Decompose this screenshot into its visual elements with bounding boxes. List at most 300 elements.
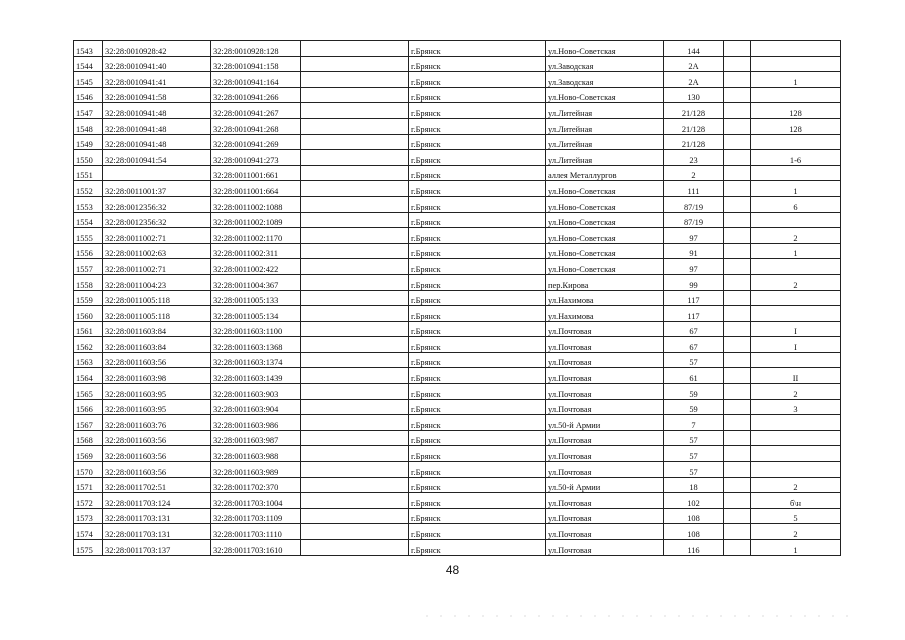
house-number-cell: 102 — [664, 493, 724, 509]
table-row — [74, 524, 841, 540]
object-cadastral-number-cell: 32:28:0011001:661 — [211, 165, 301, 181]
table-row — [74, 493, 841, 509]
table-row — [74, 196, 841, 212]
apartment-number-cell: 1 — [751, 243, 841, 259]
table-row — [74, 321, 841, 337]
street-cell: ул.Почтовая — [546, 352, 664, 368]
street-cell: ул.Почтовая — [546, 524, 664, 540]
object-cadastral-number-cell: 32:28:0011603:903 — [211, 384, 301, 400]
apartment-number-cell — [751, 212, 841, 228]
house-number-cell: 108 — [664, 508, 724, 524]
blank-cell-cell — [301, 181, 409, 197]
blank-cell-cell — [301, 352, 409, 368]
city-cell: г.Брянск — [409, 524, 546, 540]
land-cadastral-number-cell: 32:28:0011005:118 — [103, 306, 211, 322]
land-cadastral-number-cell: 32:28:0011603:95 — [103, 399, 211, 415]
row-number-cell: 1569 — [74, 446, 103, 462]
table-row — [74, 430, 841, 446]
blank-cell-cell — [301, 524, 409, 540]
blank-cell-cell — [724, 56, 751, 72]
blank-cell-cell — [724, 103, 751, 119]
blank-cell-cell — [724, 321, 751, 337]
blank-cell-cell — [301, 274, 409, 290]
blank-cell-cell — [724, 243, 751, 259]
blank-cell-cell — [301, 150, 409, 166]
row-number-cell: 1555 — [74, 228, 103, 244]
apartment-number-cell — [751, 415, 841, 431]
apartment-number-cell: 5 — [751, 508, 841, 524]
apartment-number-cell: 128 — [751, 103, 841, 119]
blank-cell-cell — [724, 196, 751, 212]
blank-cell-cell — [301, 462, 409, 478]
table-row — [74, 134, 841, 150]
blank-cell-cell — [724, 228, 751, 244]
city-cell: г.Брянск — [409, 508, 546, 524]
blank-cell-cell — [724, 399, 751, 415]
blank-cell-cell — [301, 118, 409, 134]
blank-cell-cell — [301, 196, 409, 212]
street-cell: ул.Ново-Советская — [546, 259, 664, 275]
blank-cell-cell — [301, 290, 409, 306]
object-cadastral-number-cell: 32:28:0010941:273 — [211, 150, 301, 166]
blank-cell-cell — [301, 41, 409, 57]
object-cadastral-number-cell: 32:28:0011703:1004 — [211, 493, 301, 509]
row-number-cell: 1543 — [74, 41, 103, 57]
city-cell: г.Брянск — [409, 352, 546, 368]
row-number-cell: 1563 — [74, 352, 103, 368]
street-cell: ул.Почтовая — [546, 493, 664, 509]
house-number-cell: 67 — [664, 337, 724, 353]
blank-cell-cell — [724, 181, 751, 197]
blank-cell-cell — [724, 384, 751, 400]
apartment-number-cell: II — [751, 368, 841, 384]
apartment-number-cell: 1 — [751, 72, 841, 88]
table-row — [74, 41, 841, 57]
blank-cell-cell — [301, 87, 409, 103]
land-cadastral-number-cell: 32:28:0011002:71 — [103, 228, 211, 244]
apartment-number-cell — [751, 306, 841, 322]
house-number-cell: 2 — [664, 165, 724, 181]
city-cell: г.Брянск — [409, 540, 546, 556]
house-number-cell: 144 — [664, 41, 724, 57]
land-cadastral-number-cell: 32:28:0011004:23 — [103, 274, 211, 290]
land-cadastral-number-cell: 32:28:0010941:48 — [103, 134, 211, 150]
blank-cell-cell — [301, 337, 409, 353]
blank-cell-cell — [724, 306, 751, 322]
blank-cell-cell — [301, 72, 409, 88]
apartment-number-cell: 1 — [751, 181, 841, 197]
city-cell: г.Брянск — [409, 306, 546, 322]
apartment-number-cell: 2 — [751, 228, 841, 244]
street-cell: ул.Литейная — [546, 118, 664, 134]
city-cell: г.Брянск — [409, 446, 546, 462]
blank-cell-cell — [301, 134, 409, 150]
city-cell: г.Брянск — [409, 399, 546, 415]
house-number-cell: 87/19 — [664, 212, 724, 228]
blank-cell-cell — [724, 274, 751, 290]
house-number-cell: 99 — [664, 274, 724, 290]
blank-cell-cell — [301, 321, 409, 337]
land-cadastral-number-cell: 32:28:0011703:124 — [103, 493, 211, 509]
table-row — [74, 118, 841, 134]
object-cadastral-number-cell: 32:28:0011002:1170 — [211, 228, 301, 244]
city-cell: г.Брянск — [409, 290, 546, 306]
house-number-cell: 59 — [664, 399, 724, 415]
blank-cell-cell — [724, 493, 751, 509]
object-cadastral-number-cell: 32:28:0011005:134 — [211, 306, 301, 322]
city-cell: г.Брянск — [409, 228, 546, 244]
house-number-cell: 117 — [664, 306, 724, 322]
city-cell: г.Брянск — [409, 103, 546, 119]
street-cell: ул.Ново-Советская — [546, 87, 664, 103]
table-row — [74, 181, 841, 197]
house-number-cell: 97 — [664, 259, 724, 275]
street-cell: ул.Почтовая — [546, 446, 664, 462]
row-number-cell: 1556 — [74, 243, 103, 259]
city-cell: г.Брянск — [409, 368, 546, 384]
house-number-cell: 111 — [664, 181, 724, 197]
house-number-cell: 57 — [664, 352, 724, 368]
land-cadastral-number-cell: 32:28:0010941:48 — [103, 118, 211, 134]
blank-cell-cell — [301, 430, 409, 446]
table-row — [74, 337, 841, 353]
row-number-cell: 1570 — [74, 462, 103, 478]
object-cadastral-number-cell: 32:28:0011603:988 — [211, 446, 301, 462]
land-cadastral-number-cell: 32:28:0012356:32 — [103, 212, 211, 228]
row-number-cell: 1553 — [74, 196, 103, 212]
land-cadastral-number-cell: 32:28:0011001:37 — [103, 181, 211, 197]
city-cell: г.Брянск — [409, 181, 546, 197]
house-number-cell: 117 — [664, 290, 724, 306]
blank-cell-cell — [724, 524, 751, 540]
land-cadastral-number-cell: 32:28:0010941:58 — [103, 87, 211, 103]
blank-cell-cell — [724, 72, 751, 88]
land-cadastral-number-cell: 32:28:0010941:54 — [103, 150, 211, 166]
house-number-cell: 21/128 — [664, 134, 724, 150]
object-cadastral-number-cell: 32:28:0011002:1089 — [211, 212, 301, 228]
blank-cell-cell — [724, 540, 751, 556]
apartment-number-cell: 6 — [751, 196, 841, 212]
house-number-cell: 57 — [664, 462, 724, 478]
city-cell: г.Брянск — [409, 196, 546, 212]
blank-cell-cell — [724, 368, 751, 384]
apartment-number-cell: 2 — [751, 274, 841, 290]
street-cell: ул.Ново-Советская — [546, 212, 664, 228]
object-cadastral-number-cell: 32:28:0011002:311 — [211, 243, 301, 259]
city-cell: г.Брянск — [409, 337, 546, 353]
blank-cell-cell — [724, 477, 751, 493]
street-cell: ул.Ново-Советская — [546, 181, 664, 197]
house-number-cell: 21/128 — [664, 118, 724, 134]
land-cadastral-number-cell: 32:28:0011603:56 — [103, 462, 211, 478]
object-cadastral-number-cell: 32:28:0011603:989 — [211, 462, 301, 478]
land-cadastral-number-cell: 32:28:0010941:41 — [103, 72, 211, 88]
blank-cell-cell — [724, 118, 751, 134]
house-number-cell: 23 — [664, 150, 724, 166]
apartment-number-cell — [751, 352, 841, 368]
blank-cell-cell — [301, 212, 409, 228]
table-row — [74, 462, 841, 478]
object-cadastral-number-cell: 32:28:0011603:1439 — [211, 368, 301, 384]
row-number-cell: 1574 — [74, 524, 103, 540]
apartment-number-cell — [751, 462, 841, 478]
blank-cell-cell — [724, 165, 751, 181]
house-number-cell: 87/19 — [664, 196, 724, 212]
house-number-cell: 7 — [664, 415, 724, 431]
blank-cell-cell — [301, 508, 409, 524]
apartment-number-cell — [751, 41, 841, 57]
object-cadastral-number-cell: 32:28:0011603:986 — [211, 415, 301, 431]
table-row — [74, 228, 841, 244]
city-cell: г.Брянск — [409, 274, 546, 290]
object-cadastral-number-cell: 32:28:0011002:422 — [211, 259, 301, 275]
blank-cell-cell — [724, 446, 751, 462]
blank-cell-cell — [301, 540, 409, 556]
table-row — [74, 87, 841, 103]
street-cell: ул.Литейная — [546, 103, 664, 119]
blank-cell-cell — [301, 477, 409, 493]
land-cadastral-number-cell: 32:28:0011702:51 — [103, 477, 211, 493]
street-cell: пер.Кирова — [546, 274, 664, 290]
house-number-cell: 108 — [664, 524, 724, 540]
house-number-cell: 130 — [664, 87, 724, 103]
land-cadastral-number-cell: 32:28:0010941:48 — [103, 103, 211, 119]
city-cell: г.Брянск — [409, 493, 546, 509]
city-cell: г.Брянск — [409, 462, 546, 478]
blank-cell-cell — [301, 56, 409, 72]
row-number-cell: 1572 — [74, 493, 103, 509]
table-row — [74, 368, 841, 384]
blank-cell-cell — [724, 462, 751, 478]
house-number-cell: 59 — [664, 384, 724, 400]
street-cell: ул.Литейная — [546, 150, 664, 166]
row-number-cell: 1564 — [74, 368, 103, 384]
row-number-cell: 1566 — [74, 399, 103, 415]
house-number-cell: 116 — [664, 540, 724, 556]
house-number-cell: 57 — [664, 446, 724, 462]
row-number-cell: 1567 — [74, 415, 103, 431]
document-sheet — [73, 40, 840, 556]
house-number-cell: 61 — [664, 368, 724, 384]
blank-cell-cell — [301, 228, 409, 244]
blank-cell-cell — [724, 259, 751, 275]
land-cadastral-number-cell: 32:28:0011703:131 — [103, 524, 211, 540]
table-row — [74, 446, 841, 462]
land-cadastral-number-cell: 32:28:0012356:32 — [103, 196, 211, 212]
house-number-cell: 67 — [664, 321, 724, 337]
registry-table — [73, 40, 841, 556]
city-cell: г.Брянск — [409, 72, 546, 88]
object-cadastral-number-cell: 32:28:0010941:164 — [211, 72, 301, 88]
table-row — [74, 399, 841, 415]
apartment-number-cell — [751, 446, 841, 462]
street-cell: ул.Литейная — [546, 134, 664, 150]
table-row — [74, 72, 841, 88]
city-cell: г.Брянск — [409, 150, 546, 166]
street-cell: ул.Заводская — [546, 56, 664, 72]
blank-cell-cell — [724, 212, 751, 228]
street-cell: ул.Почтовая — [546, 384, 664, 400]
street-cell: ул.Ново-Советская — [546, 228, 664, 244]
table-row — [74, 259, 841, 275]
row-number-cell: 1551 — [74, 165, 103, 181]
object-cadastral-number-cell: 32:28:0011603:1374 — [211, 352, 301, 368]
street-cell: ул.Почтовая — [546, 462, 664, 478]
row-number-cell: 1549 — [74, 134, 103, 150]
street-cell: ул.Ново-Советская — [546, 196, 664, 212]
city-cell: г.Брянск — [409, 430, 546, 446]
blank-cell-cell — [724, 430, 751, 446]
apartment-number-cell: I — [751, 337, 841, 353]
table-row — [74, 306, 841, 322]
object-cadastral-number-cell: 32:28:0011002:1088 — [211, 196, 301, 212]
table-row — [74, 508, 841, 524]
table-row — [74, 477, 841, 493]
apartment-number-cell: 1 — [751, 540, 841, 556]
city-cell: г.Брянск — [409, 41, 546, 57]
object-cadastral-number-cell: 32:28:0011603:1100 — [211, 321, 301, 337]
object-cadastral-number-cell: 32:28:0011005:133 — [211, 290, 301, 306]
land-cadastral-number-cell: 32:28:0011005:118 — [103, 290, 211, 306]
house-number-cell: 2А — [664, 56, 724, 72]
row-number-cell: 1554 — [74, 212, 103, 228]
blank-cell-cell — [301, 243, 409, 259]
street-cell: ул.Почтовая — [546, 337, 664, 353]
street-cell: ул.Почтовая — [546, 399, 664, 415]
blank-cell-cell — [301, 415, 409, 431]
land-cadastral-number-cell: 32:28:0010928:42 — [103, 41, 211, 57]
land-cadastral-number-cell: 32:28:0011603:56 — [103, 446, 211, 462]
row-number-cell: 1575 — [74, 540, 103, 556]
street-cell: ул.Почтовая — [546, 508, 664, 524]
table-row — [74, 165, 841, 181]
land-cadastral-number-cell: 32:28:0010941:40 — [103, 56, 211, 72]
row-number-cell: 1550 — [74, 150, 103, 166]
city-cell: г.Брянск — [409, 259, 546, 275]
apartment-number-cell: 1-6 — [751, 150, 841, 166]
blank-cell-cell — [724, 87, 751, 103]
land-cadastral-number-cell: 32:28:0011603:98 — [103, 368, 211, 384]
row-number-cell: 1552 — [74, 181, 103, 197]
object-cadastral-number-cell: 32:28:0011001:664 — [211, 181, 301, 197]
apartment-number-cell: 2 — [751, 477, 841, 493]
land-cadastral-number-cell: 32:28:0011603:84 — [103, 321, 211, 337]
object-cadastral-number-cell: 32:28:0011703:1610 — [211, 540, 301, 556]
object-cadastral-number-cell: 32:28:0011702:370 — [211, 477, 301, 493]
blank-cell-cell — [301, 103, 409, 119]
object-cadastral-number-cell: 32:28:0010941:267 — [211, 103, 301, 119]
blank-cell-cell — [301, 399, 409, 415]
city-cell: г.Брянск — [409, 134, 546, 150]
object-cadastral-number-cell: 32:28:0011703:1109 — [211, 508, 301, 524]
blank-cell-cell — [724, 415, 751, 431]
apartment-number-cell: б\н — [751, 493, 841, 509]
object-cadastral-number-cell: 32:28:0011004:367 — [211, 274, 301, 290]
table-row — [74, 352, 841, 368]
row-number-cell: 1565 — [74, 384, 103, 400]
row-number-cell: 1545 — [74, 72, 103, 88]
land-cadastral-number-cell: 32:28:0011703:137 — [103, 540, 211, 556]
row-number-cell: 1544 — [74, 56, 103, 72]
apartment-number-cell: 2 — [751, 524, 841, 540]
object-cadastral-number-cell: 32:28:0011603:904 — [211, 399, 301, 415]
table-row — [74, 243, 841, 259]
city-cell: г.Брянск — [409, 384, 546, 400]
object-cadastral-number-cell: 32:28:0011603:987 — [211, 430, 301, 446]
blank-cell-cell — [301, 259, 409, 275]
row-number-cell: 1558 — [74, 274, 103, 290]
city-cell: г.Брянск — [409, 165, 546, 181]
city-cell: г.Брянск — [409, 243, 546, 259]
row-number-cell: 1573 — [74, 508, 103, 524]
object-cadastral-number-cell: 32:28:0010941:266 — [211, 87, 301, 103]
house-number-cell: 2А — [664, 72, 724, 88]
city-cell: г.Брянск — [409, 87, 546, 103]
row-number-cell: 1559 — [74, 290, 103, 306]
table-row — [74, 150, 841, 166]
apartment-number-cell — [751, 259, 841, 275]
apartment-number-cell: 3 — [751, 399, 841, 415]
street-cell: ул.Почтовая — [546, 321, 664, 337]
row-number-cell: 1557 — [74, 259, 103, 275]
row-number-cell: 1548 — [74, 118, 103, 134]
blank-cell-cell — [301, 446, 409, 462]
table-row — [74, 540, 841, 556]
apartment-number-cell: I — [751, 321, 841, 337]
apartment-number-cell — [751, 290, 841, 306]
row-number-cell: 1561 — [74, 321, 103, 337]
object-cadastral-number-cell: 32:28:0010941:269 — [211, 134, 301, 150]
house-number-cell: 91 — [664, 243, 724, 259]
table-row — [74, 384, 841, 400]
blank-cell-cell — [724, 337, 751, 353]
row-number-cell: 1547 — [74, 103, 103, 119]
row-number-cell: 1560 — [74, 306, 103, 322]
street-cell: ул.Ново-Советская — [546, 41, 664, 57]
land-cadastral-number-cell: 32:28:0011603:95 — [103, 384, 211, 400]
street-cell: ул.Заводская — [546, 72, 664, 88]
street-cell: ул.Почтовая — [546, 430, 664, 446]
blank-cell-cell — [301, 368, 409, 384]
city-cell: г.Брянск — [409, 118, 546, 134]
blank-cell-cell — [301, 165, 409, 181]
blank-cell-cell — [724, 134, 751, 150]
land-cadastral-number-cell: 32:28:0011603:56 — [103, 430, 211, 446]
object-cadastral-number-cell: 32:28:0011603:1368 — [211, 337, 301, 353]
land-cadastral-number-cell: 32:28:0011603:56 — [103, 352, 211, 368]
blank-cell-cell — [724, 352, 751, 368]
blank-cell-cell — [301, 384, 409, 400]
city-cell: г.Брянск — [409, 212, 546, 228]
city-cell: г.Брянск — [409, 321, 546, 337]
row-number-cell: 1571 — [74, 477, 103, 493]
apartment-number-cell: 128 — [751, 118, 841, 134]
scan-artifacts — [420, 614, 860, 618]
apartment-number-cell — [751, 430, 841, 446]
object-cadastral-number-cell: 32:28:0010941:268 — [211, 118, 301, 134]
apartment-number-cell — [751, 87, 841, 103]
land-cadastral-number-cell: 32:28:0011603:76 — [103, 415, 211, 431]
blank-cell-cell — [724, 150, 751, 166]
street-cell: ул.Нахимова — [546, 306, 664, 322]
street-cell: ул.Почтовая — [546, 540, 664, 556]
table-row — [74, 290, 841, 306]
row-number-cell: 1546 — [74, 87, 103, 103]
house-number-cell: 57 — [664, 430, 724, 446]
apartment-number-cell: 2 — [751, 384, 841, 400]
city-cell: г.Брянск — [409, 415, 546, 431]
land-cadastral-number-cell: 32:28:0011603:84 — [103, 337, 211, 353]
